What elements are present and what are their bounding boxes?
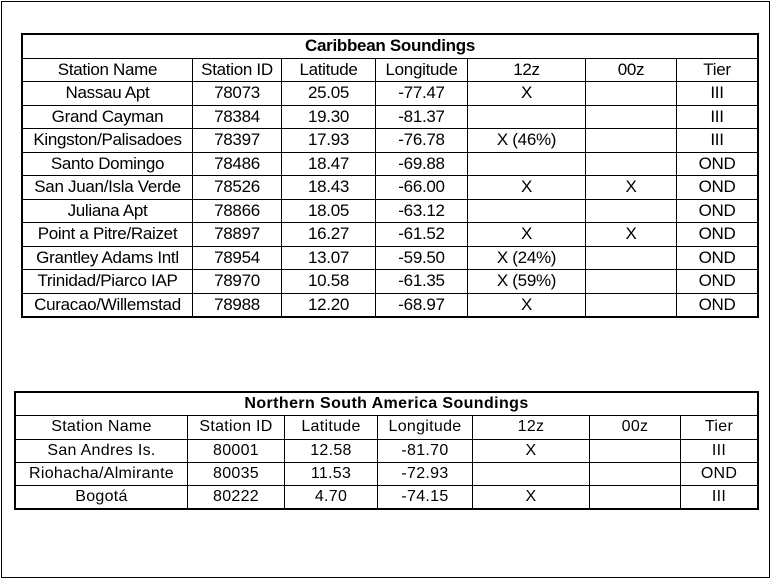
- table-row: [23, 246, 758, 270]
- table-row: [23, 82, 758, 106]
- table-cell: 78970: [193, 270, 282, 294]
- table-cell: 80001: [188, 439, 285, 462]
- table-header-row: [23, 58, 758, 82]
- table-cell: 16.27: [282, 223, 376, 247]
- table-cell: Trinidad/Piarco IAP: [23, 270, 193, 294]
- table-cell: 78486: [193, 152, 282, 176]
- table-cell: III: [681, 439, 758, 462]
- table-row: [16, 439, 758, 462]
- table-row: [23, 176, 758, 200]
- table-cell: X: [473, 439, 590, 462]
- table-cell: 12.20: [282, 293, 376, 317]
- table-cell: III: [677, 82, 758, 106]
- table-cell: 18.43: [282, 176, 376, 200]
- table-cell: [590, 486, 681, 509]
- table-cell: 78397: [193, 129, 282, 153]
- table-cell: III: [681, 486, 758, 509]
- table-cell: -81.37: [376, 105, 468, 129]
- table-cell: 80222: [188, 486, 285, 509]
- column-header: Station ID: [193, 58, 282, 82]
- table-cell: X (59%): [468, 270, 586, 294]
- column-header: Longitude: [378, 416, 473, 439]
- table-cell: 10.58: [282, 270, 376, 294]
- table-cell: X: [468, 293, 586, 317]
- table-row: [16, 486, 758, 509]
- table-cell: 78954: [193, 246, 282, 270]
- table-row: [23, 223, 758, 247]
- table-title-row: [23, 35, 758, 59]
- table-cell: X: [586, 176, 677, 200]
- table-cell: -74.15: [378, 486, 473, 509]
- table-cell: Juliana Apt: [23, 199, 193, 223]
- table-row: [23, 105, 758, 129]
- table-cell: Point a Pitre/Raizet: [23, 223, 193, 247]
- table-header-row: [16, 416, 758, 439]
- table-row: [23, 152, 758, 176]
- table-cell: -77.47: [376, 82, 468, 106]
- column-header: 00z: [586, 58, 677, 82]
- table-cell: [586, 199, 677, 223]
- table-cell: [590, 439, 681, 462]
- table-cell: [586, 105, 677, 129]
- column-header: Station Name: [16, 416, 188, 439]
- table-cell: X (24%): [468, 246, 586, 270]
- table-cell: 18.47: [282, 152, 376, 176]
- column-header: Station ID: [188, 416, 285, 439]
- table-row: [23, 293, 758, 317]
- table-row: [23, 129, 758, 153]
- table-cell: Bogotá: [16, 486, 188, 509]
- table-cell: [586, 293, 677, 317]
- table-title: Caribbean Soundings: [23, 35, 758, 59]
- table-cell: [473, 462, 590, 485]
- table-cell: [468, 152, 586, 176]
- column-header: 12z: [473, 416, 590, 439]
- table-cell: [590, 462, 681, 485]
- table-cell: -69.88: [376, 152, 468, 176]
- table-cell: -66.00: [376, 176, 468, 200]
- table-cell: Santo Domingo: [23, 152, 193, 176]
- table-cell: OND: [677, 152, 758, 176]
- table-cell: 4.70: [285, 486, 378, 509]
- table-cell: San Juan/Isla Verde: [23, 176, 193, 200]
- table-cell: X: [468, 223, 586, 247]
- table-cell: -61.35: [376, 270, 468, 294]
- table-cell: OND: [677, 270, 758, 294]
- table-cell: Curacao/Willemstad: [23, 293, 193, 317]
- table-cell: [586, 129, 677, 153]
- column-header: Tier: [681, 416, 758, 439]
- table-cell: Grand Cayman: [23, 105, 193, 129]
- table-cell: [586, 152, 677, 176]
- table-cell: 78073: [193, 82, 282, 106]
- table-cell: X: [468, 82, 586, 106]
- table-cell: 78866: [193, 199, 282, 223]
- table-cell: Riohacha/Almirante: [16, 462, 188, 485]
- table-cell: OND: [677, 223, 758, 247]
- table-cell: -63.12: [376, 199, 468, 223]
- table-cell: 25.05: [282, 82, 376, 106]
- table-cell: 80035: [188, 462, 285, 485]
- column-header: Station Name: [23, 58, 193, 82]
- table-row: [23, 199, 758, 223]
- table-cell: [468, 105, 586, 129]
- table-cell: [586, 82, 677, 106]
- table-cell: Nassau Apt: [23, 82, 193, 106]
- table-cell: [586, 270, 677, 294]
- table-cell: 78897: [193, 223, 282, 247]
- table-cell: Grantley Adams Intl: [23, 246, 193, 270]
- column-header: Longitude: [376, 58, 468, 82]
- table-cell: -76.78: [376, 129, 468, 153]
- table-cell: [586, 246, 677, 270]
- table-title-row: [16, 393, 758, 416]
- table-cell: OND: [677, 246, 758, 270]
- table-cell: OND: [677, 199, 758, 223]
- table-cell: [468, 199, 586, 223]
- caribbean-soundings-table: [22, 34, 758, 317]
- table-cell: -61.52: [376, 223, 468, 247]
- table-cell: 19.30: [282, 105, 376, 129]
- table-cell: X: [473, 486, 590, 509]
- table-cell: 12.58: [285, 439, 378, 462]
- table-cell: 18.05: [282, 199, 376, 223]
- table-row: [23, 270, 758, 294]
- table-cell: III: [677, 129, 758, 153]
- column-header: Tier: [677, 58, 758, 82]
- table-cell: X: [586, 223, 677, 247]
- table-cell: San Andres Is.: [16, 439, 188, 462]
- table-cell: 78384: [193, 105, 282, 129]
- table-cell: 11.53: [285, 462, 378, 485]
- table-cell: -59.50: [376, 246, 468, 270]
- column-header: Latitude: [282, 58, 376, 82]
- table-cell: III: [677, 105, 758, 129]
- table-cell: 78988: [193, 293, 282, 317]
- table-cell: X (46%): [468, 129, 586, 153]
- table-cell: OND: [677, 176, 758, 200]
- table-cell: X: [468, 176, 586, 200]
- table-cell: 78526: [193, 176, 282, 200]
- table-cell: OND: [681, 462, 758, 485]
- table-cell: 17.93: [282, 129, 376, 153]
- table-row: [16, 462, 758, 485]
- table-cell: OND: [677, 293, 758, 317]
- column-header: Latitude: [285, 416, 378, 439]
- northern-south-america-soundings-table: [15, 392, 758, 509]
- table-cell: -81.70: [378, 439, 473, 462]
- table-cell: -72.93: [378, 462, 473, 485]
- table-cell: Kingston/Palisadoes: [23, 129, 193, 153]
- column-header: 12z: [468, 58, 586, 82]
- table-title: Northern South America Soundings: [16, 393, 758, 416]
- table-cell: 13.07: [282, 246, 376, 270]
- table-cell: -68.97: [376, 293, 468, 317]
- column-header: 00z: [590, 416, 681, 439]
